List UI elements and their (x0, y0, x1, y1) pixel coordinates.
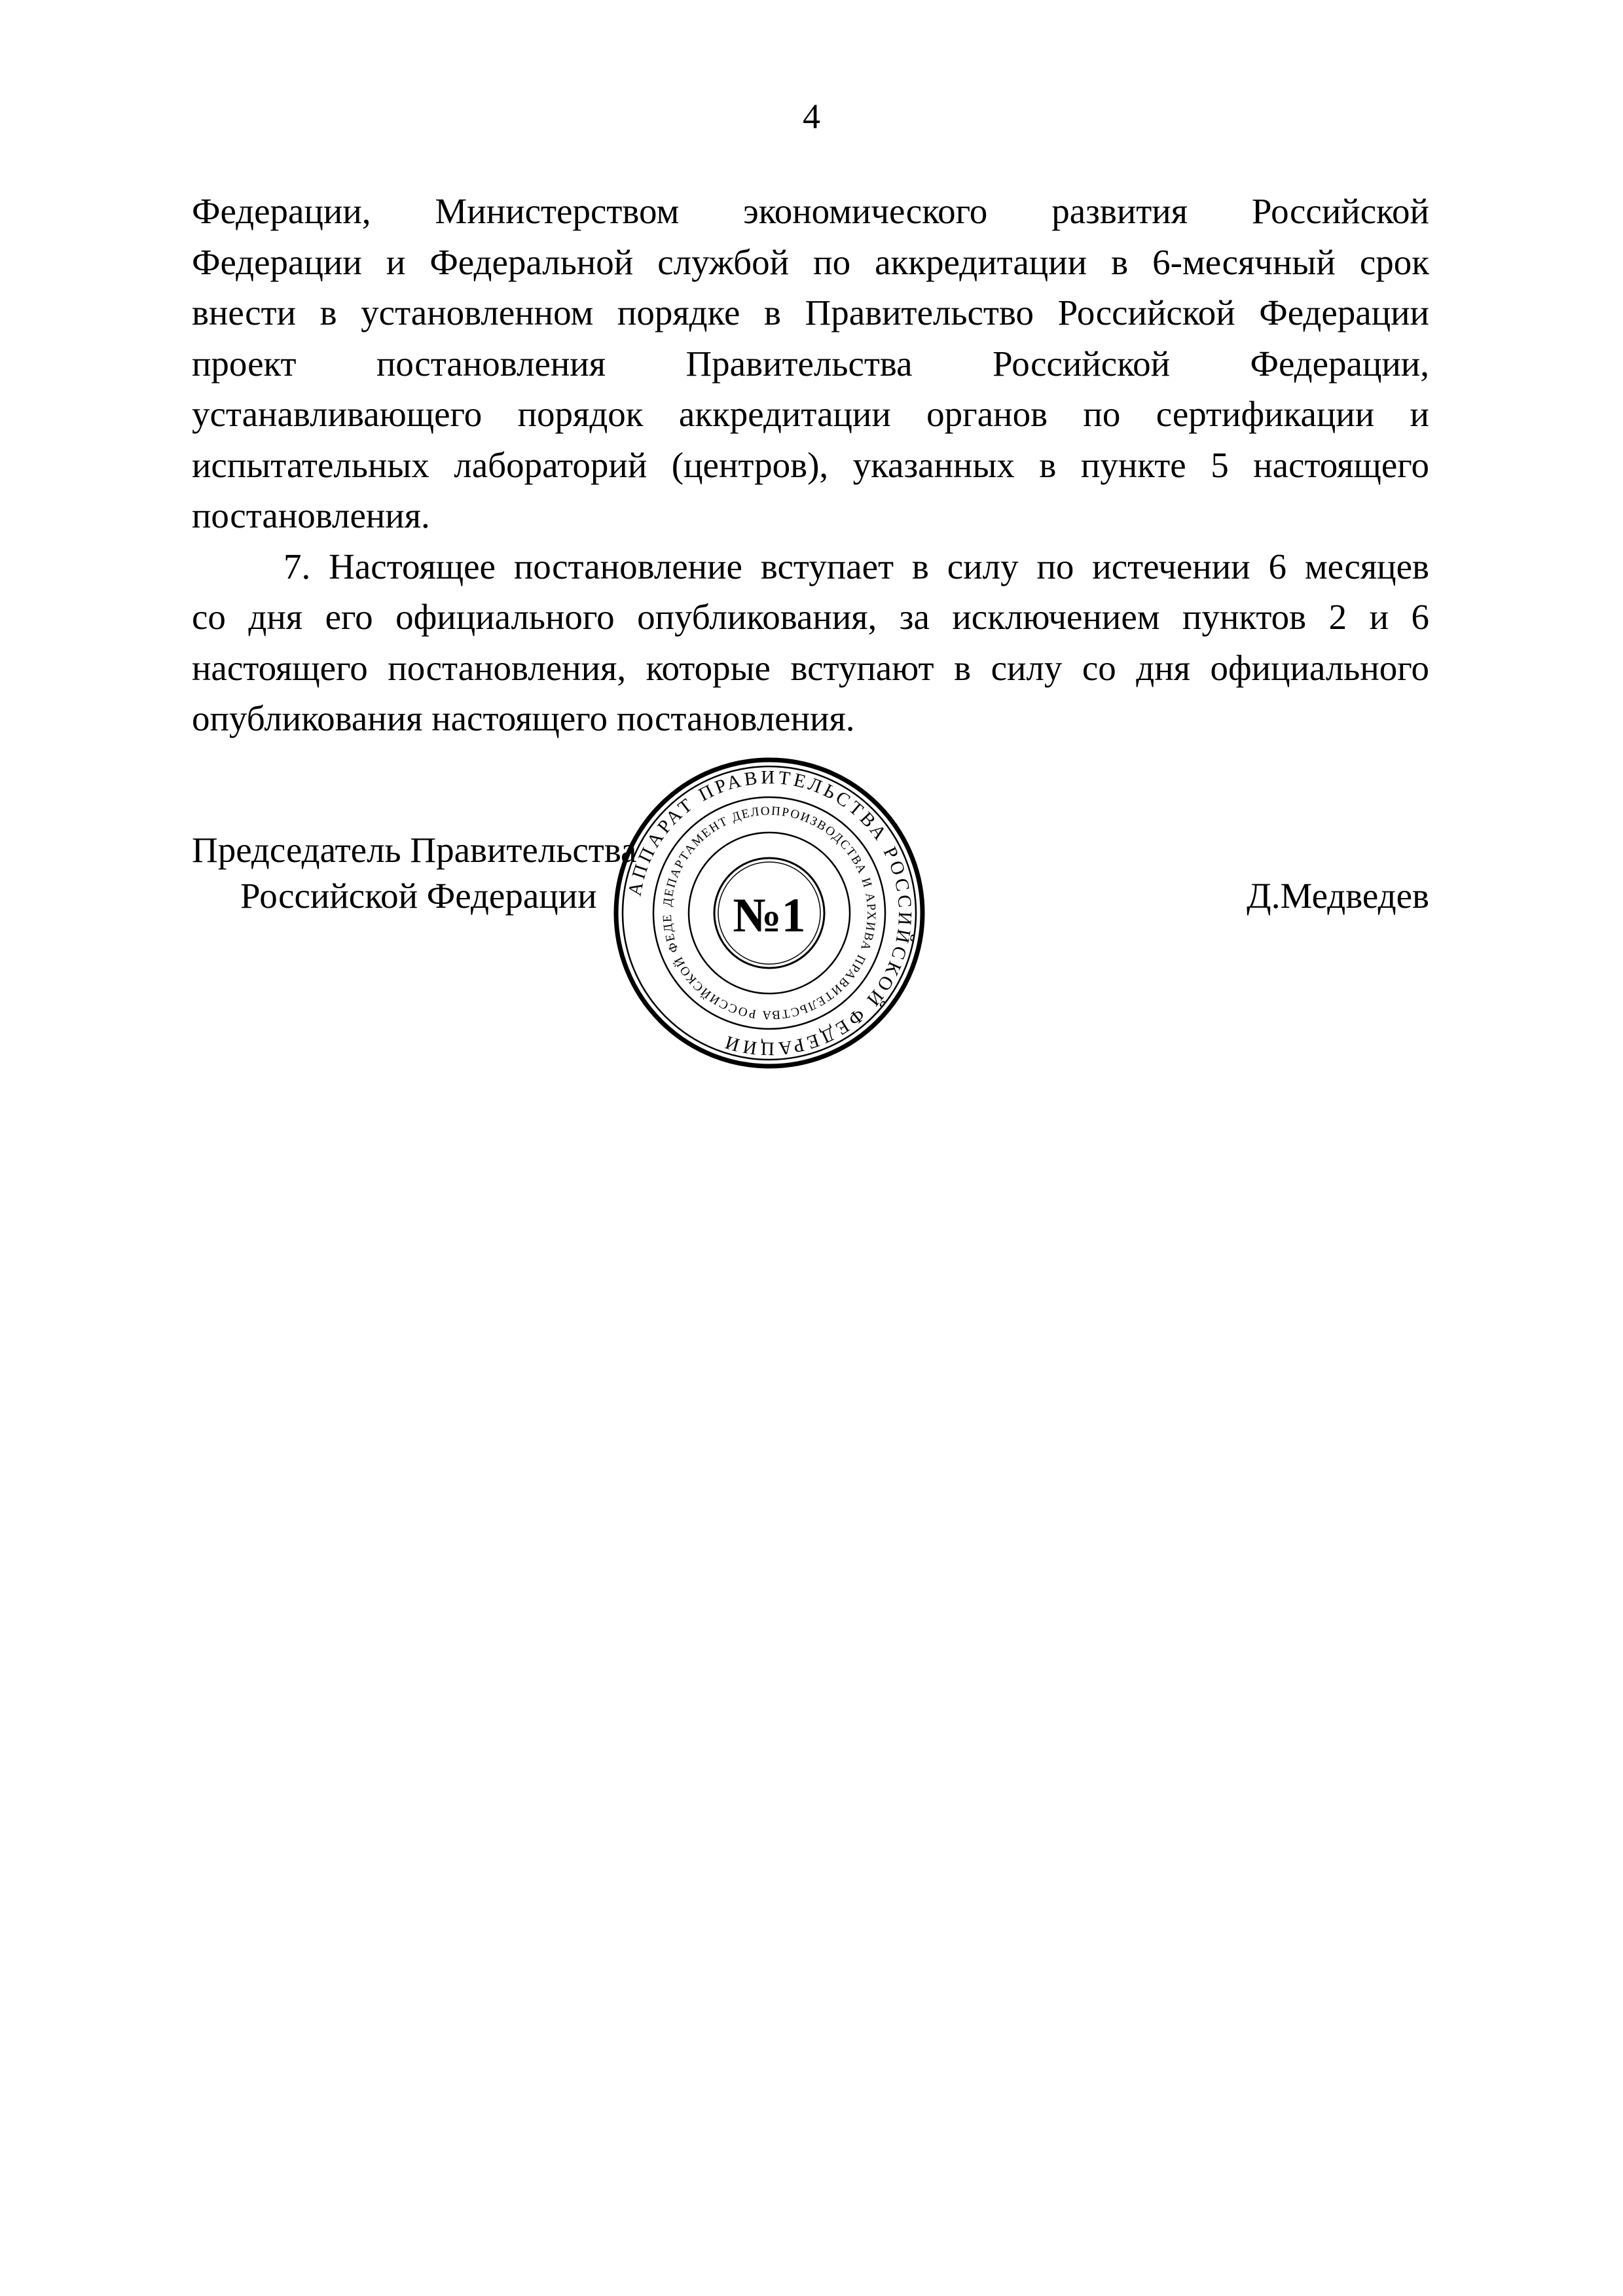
signatory-name: Д.Медведев (1247, 876, 1429, 916)
text-line: устанавливающего порядок аккредитации органов по сертификации и (192, 394, 1429, 434)
text-line: со дня его официального опубликования, за исключением пунктов 2 и 6 (192, 597, 1429, 637)
text-line: испытательных лабораторий (центров), указанных в пункте 5 настоящего (192, 444, 1429, 485)
seal-stamp-icon (612, 756, 926, 1070)
seal-inner-text: ДЕПАРТАМЕНТ ДЕЛОПРОИЗВОДСТВА И АРХИВА ПРАВИТЕЛЬСТВА РОССИЙСКОЙ ФЕДЕ (660, 804, 879, 1022)
text-line: Федерации и Федеральной службой по аккредитации в 6-месячный срок (192, 242, 1429, 282)
signatory-title-line2: Российской Федерации (240, 876, 597, 916)
text-line: проект постановления Правительства Российской Федерации, (192, 343, 1429, 384)
page-number: 4 (803, 97, 820, 136)
signatory-title-line1: Председатель Правительства (192, 830, 637, 870)
text-line: внести в установленном порядке в Правительство Российской Федерации (192, 293, 1429, 332)
text-line: Федерации, Министерством экономического развития Российской (192, 191, 1429, 231)
body-text (192, 186, 1429, 744)
official-seal (612, 756, 926, 1070)
text-line: опубликования настоящего постановления. (192, 698, 855, 738)
seal-center-label: №1 (733, 889, 806, 942)
text-line: постановления. (192, 495, 430, 535)
paragraph-7-first-line: 7. Настоящее постановление вступает в силу по истечении 6 месяцев (283, 546, 1429, 586)
text-line: настоящего постановления, которые вступают в силу со дня официального (192, 647, 1429, 688)
seal-outer-text: АППАРАТ ПРАВИТЕЛЬСТВА РОССИЙСКОЙ ФЕДЕРАЦИИ (624, 766, 916, 1060)
